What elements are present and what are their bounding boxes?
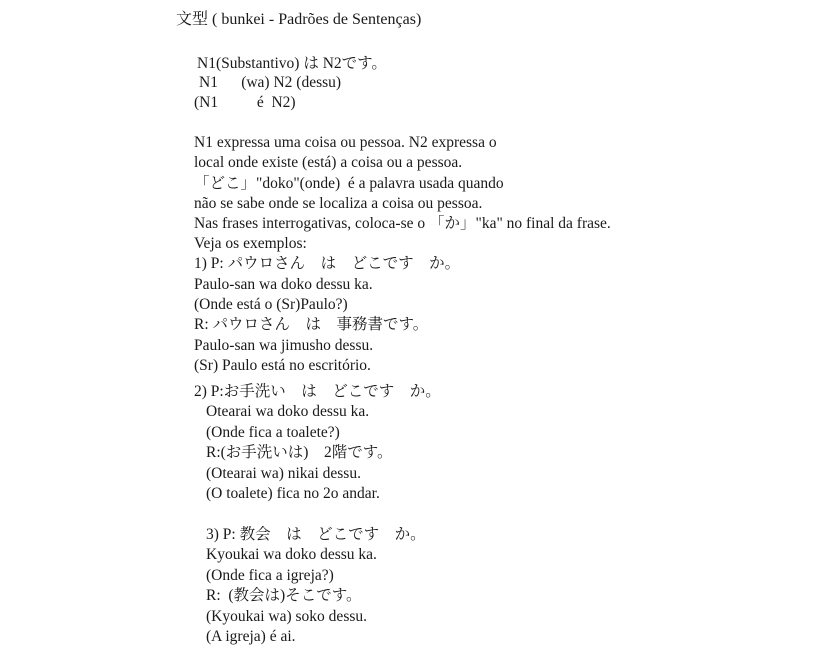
example-2-answer-romaji: (Otearai wa) nikai dessu. xyxy=(206,465,361,482)
example-3-answer-romaji: (Kyoukai wa) soko dessu. xyxy=(206,608,368,625)
explanation-line: 「どこ」"doko"(onde) é a palavra usada quando xyxy=(194,175,504,192)
pattern-line-1: N1(Substantivo) は N2です。 xyxy=(197,55,387,72)
example-1-question-jp: 1) P: パウロさん は どこです か。 xyxy=(194,255,461,272)
example-2-question-jp: 2) P:お手洗い は どこです か。 xyxy=(194,383,441,400)
example-1-answer-translation: (Sr) Paulo está no escritório. xyxy=(194,357,371,374)
example-1-question-translation: (Onde está o (Sr)Paulo?) xyxy=(194,296,348,313)
explanation-line: local onde existe (está) a coisa ou a pessoa. xyxy=(194,154,463,171)
explanation-line: N1 expressa uma coisa ou pessoa. N2 expressa o xyxy=(194,134,497,151)
pattern-line-2: N1 (wa) N2 (dessu) xyxy=(199,74,342,91)
example-1-answer-romaji: Paulo-san wa jimusho dessu. xyxy=(194,337,374,354)
example-3-question-romaji: Kyoukai wa doko dessu ka. xyxy=(206,546,377,563)
example-1-answer-jp: R: パウロさん は 事務書です。 xyxy=(194,316,429,333)
example-2-answer-translation: (O toalete) fica no 2o andar. xyxy=(206,485,380,502)
example-3-question-jp: 3) P: 教会 は どこです か。 xyxy=(206,526,426,543)
explanation-line: Veja os exemplos: xyxy=(194,235,307,252)
pattern-line-3: (N1 é N2) xyxy=(194,94,296,111)
example-2-question-romaji: Otearai wa doko dessu ka. xyxy=(206,403,370,420)
example-3-answer-jp: R: (教会は)そこです。 xyxy=(206,587,362,604)
page-title: 文型 ( bunkei - Padrões de Sentenças) xyxy=(176,11,422,28)
example-2-answer-jp: R:(お手洗いは) 2階です。 xyxy=(206,444,393,461)
explanation-line: Nas frases interrogativas, coloca-se o 「か」"ka" no final da frase. xyxy=(194,215,611,232)
example-3-answer-translation: (A igreja) é ai. xyxy=(206,628,296,645)
example-1-question-romaji: Paulo-san wa doko dessu ka. xyxy=(194,276,373,293)
explanation-line: não se sabe onde se localiza a coisa ou pessoa. xyxy=(194,195,483,212)
example-3-question-translation: (Onde fica a igreja?) xyxy=(206,567,334,584)
example-2-question-translation: (Onde fica a toalete?) xyxy=(206,424,340,441)
